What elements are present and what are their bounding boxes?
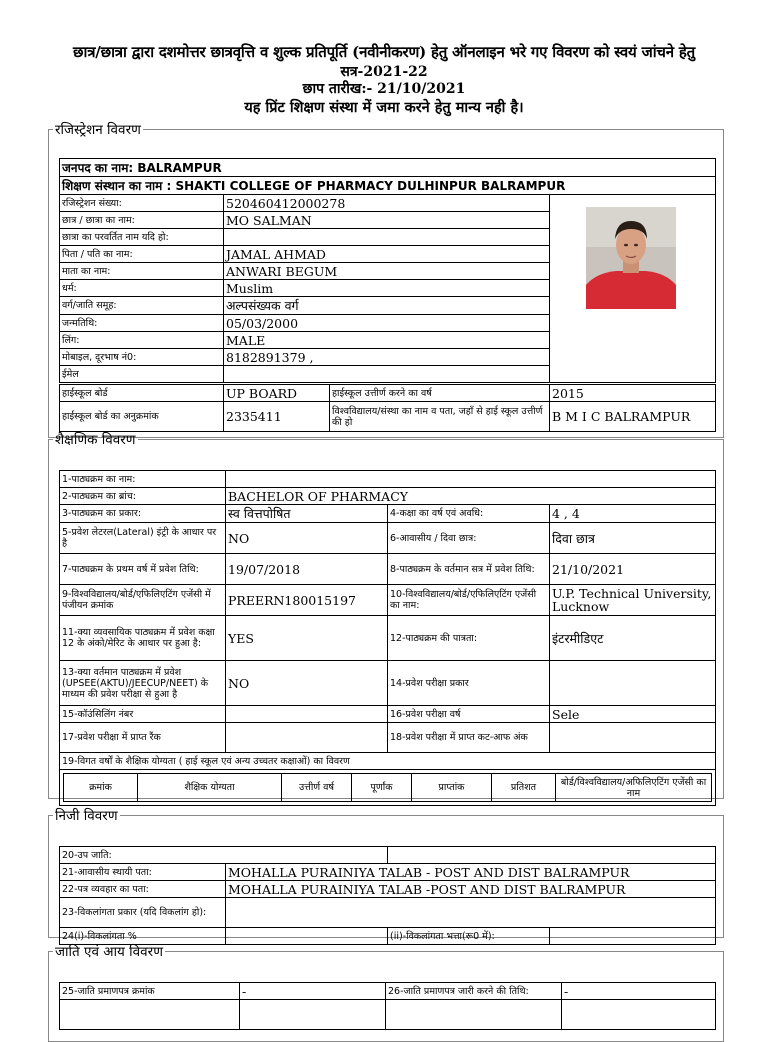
university-reg-value: PREERN180015197 [226, 585, 388, 616]
reg-value: ANWARI BEGUM [224, 263, 550, 280]
print-notice: यह प्रिंट शिक्षण संस्था में जमा करने हेतु मान्य नही है। [244, 99, 524, 116]
disability-percent-label: 24(i)-विकलांगता % [60, 928, 226, 945]
registration-legend: रजिस्ट्रेशन विवरण [55, 122, 141, 138]
cutoff-label: 18-प्रवेश परीक्षा में प्राप्त कट-आफ अंक [388, 723, 550, 753]
current-session-date-value: 21/10/2021 [550, 554, 716, 585]
reg-value: Muslim [224, 280, 550, 297]
photo-cell [550, 195, 716, 383]
reg-value [224, 366, 550, 383]
permanent-address-value: MOHALLA PURAINIYA TALAB - POST AND DIST BALRAMPUR [226, 864, 716, 881]
caste-cert-no-value: - [240, 983, 386, 1000]
qual-header-qualification: शैक्षिक योग्यता [138, 774, 282, 802]
course-branch-value: BACHELOR OF PHARMACY [226, 488, 716, 505]
hs-year-value: 2015 [550, 385, 716, 402]
reg-label: पिता / पति का नाम: [60, 246, 224, 263]
lateral-value: NO [226, 523, 388, 554]
reg-value: 05/03/2000 [224, 315, 550, 332]
current-session-date-label: 8-पाठ्यक्रम के वर्तमान सत्र में प्रवेश तिथि: [388, 554, 550, 585]
correspondence-address-label: 22-पत्र व्यवहार का पता: [60, 881, 226, 898]
personal-table [59, 846, 716, 945]
qualification-table [63, 773, 712, 802]
reg-label: धर्म: [60, 280, 224, 297]
disability-allowance-label: (ii)-विकलांगता भत्ता(रू0 में): [388, 928, 550, 945]
hs-school-label: विश्वविद्यालय/संस्था का नाम व पता, जहाँ से हाई स्कूल उत्तीर्ण की हो [330, 402, 550, 432]
exam-rank-value [226, 723, 388, 753]
merit-admission-value: YES [226, 616, 388, 661]
reg-label: लिंग: [60, 332, 224, 349]
university-name-value: U.P. Technical University, Lucknow [550, 585, 716, 616]
caste-cert-date-value: - [562, 983, 716, 1000]
sub-caste-label: 20-उप जाति: [60, 847, 388, 864]
exam-rank-label: 17-प्रवेश परीक्षा में प्राप्त रैंक [60, 723, 226, 753]
qual-header-obtained: प्राप्तांक [412, 774, 492, 802]
caste-table [59, 982, 716, 1030]
qual-header-serial: क्रमांक [64, 774, 138, 802]
course-name-value [226, 471, 716, 488]
hs-board-label: हाईस्कूल बोर्ड [60, 385, 224, 402]
cutoff-value [550, 723, 716, 753]
course-type-label: 3-पाठ्यक्रम का प्रकार: [60, 505, 226, 523]
merit-admission-label: 11-क्या व्यवसायिक पाठ्यक्रम में प्रवेश कक्षा 12 के अंको/मेरिट के आधार पर हुआ है: [60, 616, 226, 661]
caste-legend: जाति एवं आय विवरण [55, 944, 163, 960]
caste-cert-no-label: 25-जाति प्रमाणपत्र क्रमांक [60, 983, 240, 1000]
registration-section [48, 120, 724, 438]
university-reg-label: 9-विश्वविद्यालय/बोर्ड/एफिलिएटिंग एजेंसी में पंजीयन क्रमांक [60, 585, 226, 616]
form-title: छात्र/छात्रा द्वारा दशमोत्तर छात्रवृत्ति व शुल्क प्रतिपूर्ति (नवीनीकरण) हेतु ऑनलाइन भरे गए विवरण को स्वयं जांचने हेतु [73, 43, 695, 61]
caste-section [48, 942, 724, 1042]
course-name-label: 1-पाठ्यक्रम का नाम: [60, 471, 226, 488]
hs-year-label: हाईस्कूल उत्तीर्ण करने का वर्ष [330, 385, 550, 402]
qual-header-board: बोर्ड/विश्वविद्यालय/अफिलिएटिंग एजेंसी का नाम [556, 774, 712, 802]
session-text: सत्र-2021-22 [340, 64, 428, 80]
reg-value: JAMAL AHMAD [224, 246, 550, 263]
qual-header-total: पूर्णांक [352, 774, 412, 802]
disability-type-label: 23-विकलांगता प्रकार (यदि विकलांग हो): [60, 898, 226, 928]
registration-table [59, 158, 716, 383]
reg-value: अल्पसंख्यक वर्ग [224, 297, 550, 315]
highschool-table [59, 384, 716, 432]
exam-type-value [550, 661, 716, 706]
reg-label: छात्र / छात्रा का नाम: [60, 212, 224, 229]
academic-section [48, 430, 724, 799]
entrance-exam-label: 13-क्या वर्तमान पाठ्यक्रम में प्रवेश (UPSEE(AKTU)/JEECUP/NEET) के माध्यम की प्रवेश परीक्षा से हुआ है [60, 661, 226, 706]
district-row: जनपद का नाम: BALRAMPUR [60, 159, 716, 177]
institution-row: शिक्षण संस्थान का नाम : SHAKTI COLLEGE OF PHARMACY DULHINPUR BALRAMPUR [60, 177, 716, 195]
qual-header-year: उत्तीर्ण वर्ष [282, 774, 352, 802]
counselling-value [226, 706, 388, 723]
reg-label: रजिस्ट्रेशन संख्या: [60, 195, 224, 212]
qual-header-percent: प्रतिशत [492, 774, 556, 802]
course-branch-label: 2-पाठ्यक्रम का ब्रांच: [60, 488, 226, 505]
hs-board-value: UP BOARD [224, 385, 330, 402]
reg-value: MALE [224, 332, 550, 349]
lateral-label: 5-प्रवेश लेटरल(Lateral) इंट्री के आधार पर है [60, 523, 226, 554]
counselling-label: 15-कॉउंसिलिंग नंबर [60, 706, 226, 723]
caste-cert-date-label: 26-जाति प्रमाणपत्र जारी करने की तिथि: [386, 983, 562, 1000]
reg-value: 8182891379 , [224, 349, 550, 366]
student-photo [586, 207, 676, 309]
eligibility-value: इंटरमीडिएट [550, 616, 716, 661]
reg-label: ईमेल [60, 366, 224, 383]
reg-label: जन्मतिथि: [60, 315, 224, 332]
personal-legend: निजी विवरण [55, 808, 118, 824]
academic-table [59, 470, 716, 806]
reg-value: 520460412000278 [224, 195, 550, 212]
reg-value: MO SALMAN [224, 212, 550, 229]
first-year-date-label: 7-पाठ्यक्रम के प्रथम वर्ष में प्रवेश तिथि: [60, 554, 226, 585]
class-year-label: 4-कक्षा का वर्ष एवं अवधि: [388, 505, 550, 523]
academic-legend: शैक्षणिक विवरण [55, 432, 136, 448]
print-date: छाप तारीख:- 21/10/2021 [302, 81, 466, 97]
hs-roll-value: 2335411 [224, 402, 330, 432]
exam-type-label: 14-प्रवेश परीक्षा प्रकार [388, 661, 550, 706]
personal-section [48, 806, 724, 942]
reg-label: छात्रा का परवर्तित नाम यदि हो: [60, 229, 224, 246]
entrance-exam-value: NO [226, 661, 388, 706]
permanent-address-label: 21-आवासीय स्थायी पता: [60, 864, 226, 881]
reg-row [60, 195, 716, 212]
disability-type-value [226, 898, 716, 928]
first-year-date-value: 19/07/2018 [226, 554, 388, 585]
course-type-value: स्व वित्तपोषित [226, 505, 388, 523]
exam-year-value: Sele [550, 706, 716, 723]
sub-caste-value [388, 847, 716, 864]
university-name-label: 10-विश्वविद्यालय/बोर्ड/एफिलिएटिंग एजेंसी का नाम: [388, 585, 550, 616]
qualification-heading: 19-विगत वर्षों के शैक्षिक योग्यता ( हाई स्कूल एवं अन्य उच्चतर कक्षाओं) का विवरण [60, 753, 716, 770]
reg-label: माता का नाम: [60, 263, 224, 280]
eligibility-label: 12-पाठ्यक्रम की पात्रता: [388, 616, 550, 661]
correspondence-address-value: MOHALLA PURAINIYA TALAB -POST AND DIST BALRAMPUR [226, 881, 716, 898]
hs-roll-label: हाईस्कूल बोर्ड का अनुक्रमांक [60, 402, 224, 432]
reg-label: मोबाइल, दूरभाष नं0: [60, 349, 224, 366]
residential-value: दिवा छात्र [550, 523, 716, 554]
exam-year-label: 16-प्रवेश परीक्षा वर्ष [388, 706, 550, 723]
hs-school-value: B M I C BALRAMPUR [550, 402, 716, 432]
reg-value [224, 229, 550, 246]
class-year-value: 4 , 4 [550, 505, 716, 523]
reg-label: वर्ग/जाति समूह: [60, 297, 224, 315]
residential-label: 6-आवासीय / दिवा छात्र: [388, 523, 550, 554]
